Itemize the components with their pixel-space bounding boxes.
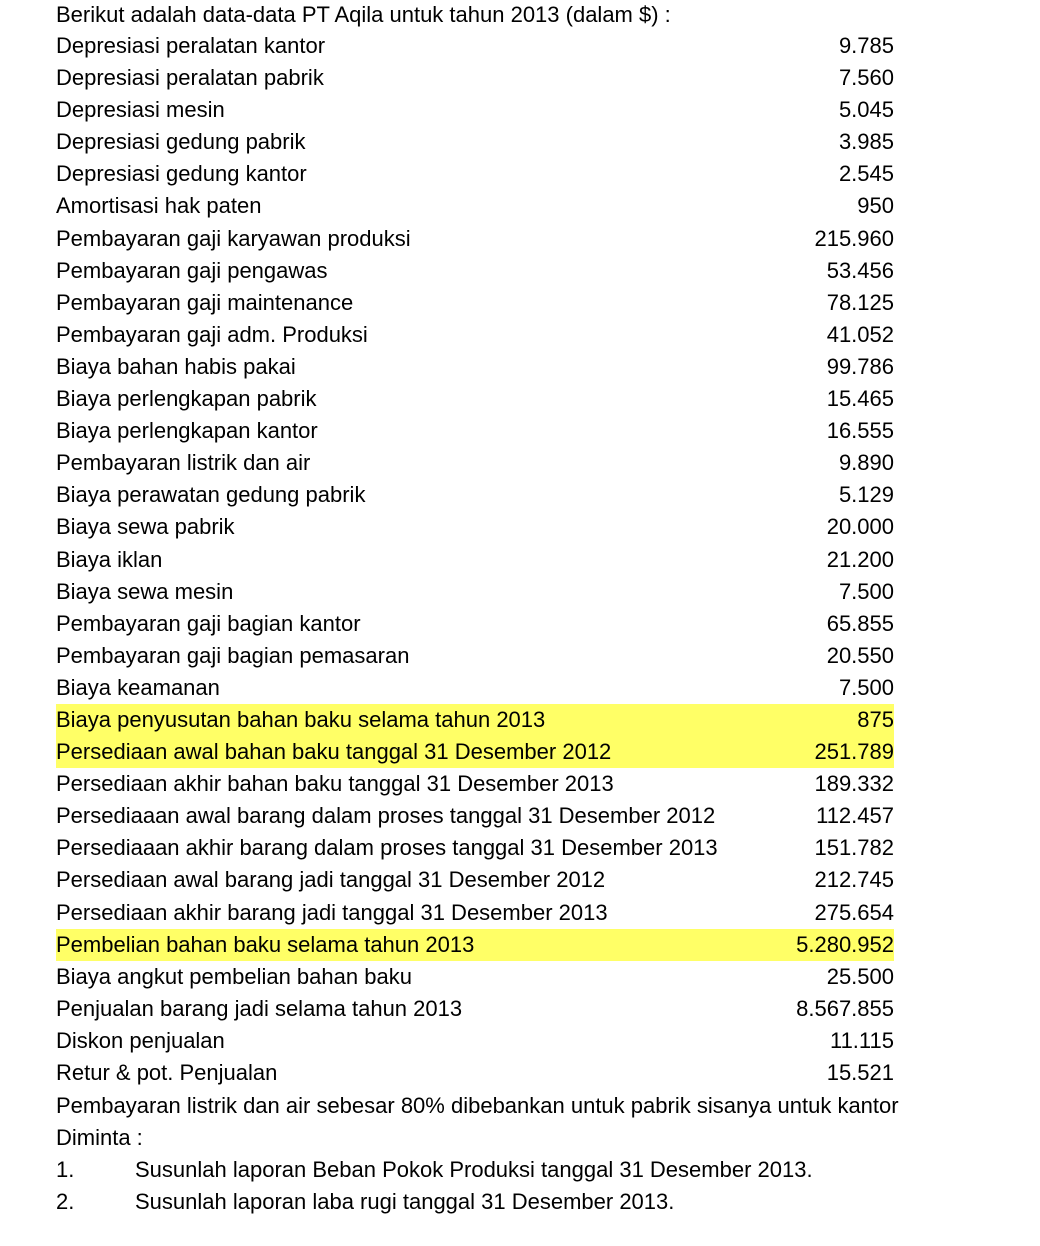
row-label: Depresiasi peralatan pabrik (56, 65, 324, 91)
row-label: Biaya sewa pabrik (56, 514, 235, 540)
row-label: Pembayaran gaji bagian kantor (56, 610, 361, 636)
row-value: 7.560 (838, 65, 894, 91)
row-value: 212.745 (814, 867, 894, 893)
row-value: 9.890 (838, 450, 894, 476)
row-label: Retur & pot. Penjualan (56, 1060, 278, 1085)
row-value: 20.000 (826, 514, 894, 540)
data-row (56, 544, 894, 576)
data-row (56, 223, 894, 255)
row-value: 21.200 (826, 546, 894, 572)
data-row (56, 62, 894, 94)
row-label: Diskon penjualan (56, 1027, 225, 1053)
row-label: Depresiasi mesin (56, 97, 225, 123)
task-number: 2. (56, 1189, 75, 1214)
row-value: 9.785 (838, 33, 894, 58)
data-row (56, 608, 894, 640)
row-value: 189.332 (814, 771, 894, 797)
row-value: 251.789 (814, 739, 894, 765)
data-row (56, 576, 894, 608)
data-row (56, 447, 894, 479)
data-row (56, 961, 894, 993)
row-label: Persediaaan awal barang dalam proses tanggal 31 Desember 2012 (56, 803, 716, 829)
row-value: 99.786 (826, 353, 894, 379)
row-value: 11.115 (829, 1027, 894, 1053)
row-label: Pembayaran gaji pengawas (56, 257, 328, 283)
data-row (56, 351, 894, 383)
row-value: 53.456 (826, 257, 894, 283)
row-value: 8.567.855 (796, 995, 894, 1021)
data-row (56, 158, 894, 190)
data-row (56, 640, 894, 672)
row-value: 16.555 (826, 418, 894, 444)
row-value: 7.500 (838, 674, 894, 700)
row-label: Persediaan awal bahan baku tanggal 31 Desember 2012 (56, 739, 612, 765)
row-label: Pembayaran gaji maintenance (56, 289, 354, 315)
row-label: Persediaan akhir barang jadi tanggal 31 Desember 2013 (56, 899, 608, 925)
data-list (56, 30, 894, 1089)
data-row (56, 94, 894, 126)
row-value: 2.545 (838, 161, 894, 187)
data-row (56, 736, 894, 768)
data-row (56, 1057, 894, 1089)
row-value: 41.052 (826, 321, 894, 347)
row-label: Persediaan akhir bahan baku tanggal 31 Desember 2013 (56, 771, 614, 797)
data-row (56, 800, 894, 832)
row-label: Biaya penyusutan bahan baku selama tahun 2013 (56, 706, 546, 732)
row-value: 950 (857, 193, 894, 219)
data-row (56, 897, 894, 929)
data-row (56, 672, 894, 704)
data-row (56, 255, 894, 287)
row-label: Depresiasi peralatan kantor (56, 33, 326, 58)
row-label: Pembayaran gaji bagian pemasaran (56, 642, 410, 668)
task-text: Susunlah laporan Beban Pokok Produksi tanggal 31 Desember 2013. (135, 1157, 813, 1182)
task-text: Susunlah laporan laba rugi tanggal 31 Desember 2013. (135, 1189, 675, 1214)
data-row (56, 479, 894, 511)
row-value: 15.521 (826, 1060, 894, 1085)
row-label: Persediaan awal barang jadi tanggal 31 Desember 2012 (56, 867, 606, 893)
row-value: 3.985 (838, 129, 894, 155)
data-row (56, 704, 894, 736)
row-label: Persediaaan akhir barang dalam proses tanggal 31 Desember 2013 (56, 835, 718, 861)
row-value: 15.465 (826, 386, 894, 412)
row-label: Biaya iklan (56, 546, 163, 572)
row-label: Pembayaran listrik dan air (56, 450, 311, 476)
data-row (56, 30, 894, 62)
row-value: 275.654 (814, 899, 894, 925)
row-value: 7.500 (838, 578, 894, 604)
data-row (56, 768, 894, 800)
row-label: Biaya bahan habis pakai (56, 353, 296, 379)
data-row (56, 319, 894, 351)
document-title: Berikut adalah data-data PT Aqila untuk tahun 2013 (dalam $) : (56, 2, 671, 27)
row-value: 5.129 (838, 482, 894, 508)
row-label: Biaya perlengkapan kantor (56, 418, 318, 444)
row-label: Biaya perlengkapan pabrik (56, 386, 317, 412)
row-label: Biaya sewa mesin (56, 578, 234, 604)
row-value: 65.855 (826, 610, 894, 636)
row-label: Depresiasi gedung pabrik (56, 129, 306, 155)
data-row (56, 511, 894, 543)
data-row (56, 126, 894, 158)
row-value: 5.045 (838, 97, 894, 123)
row-label: Biaya keamanan (56, 674, 220, 700)
data-row (56, 190, 894, 222)
diminta-heading: Diminta : (56, 1125, 143, 1150)
row-value: 78.125 (826, 289, 894, 315)
data-row (56, 864, 894, 896)
row-value: 215.960 (814, 225, 894, 251)
row-value: 5.280.952 (796, 931, 894, 957)
data-row (56, 1025, 894, 1057)
row-value: 20.550 (826, 642, 894, 668)
row-label: Depresiasi gedung kantor (56, 161, 307, 187)
data-row (56, 929, 894, 961)
row-label: Biaya angkut pembelian bahan baku (56, 963, 412, 989)
note-text: Pembayaran listrik dan air sebesar 80% dibebankan untuk pabrik sisanya untuk kantor (56, 1093, 899, 1118)
row-value: 112.457 (816, 803, 894, 829)
row-label: Biaya perawatan gedung pabrik (56, 482, 366, 508)
data-row (56, 287, 894, 319)
row-label: Pembayaran gaji karyawan produksi (56, 225, 411, 251)
row-value: 151.782 (814, 835, 894, 861)
row-label: Pembelian bahan baku selama tahun 2013 (56, 931, 475, 957)
row-label: Pembayaran gaji adm. Produksi (56, 321, 368, 347)
row-label: Amortisasi hak paten (56, 193, 262, 219)
data-row (56, 832, 894, 864)
data-row (56, 415, 894, 447)
row-label: Penjualan barang jadi selama tahun 2013 (56, 995, 463, 1021)
task-number: 1. (56, 1157, 75, 1182)
row-value: 875 (857, 706, 894, 732)
data-row (56, 993, 894, 1025)
row-value: 25.500 (826, 963, 894, 989)
data-row (56, 383, 894, 415)
